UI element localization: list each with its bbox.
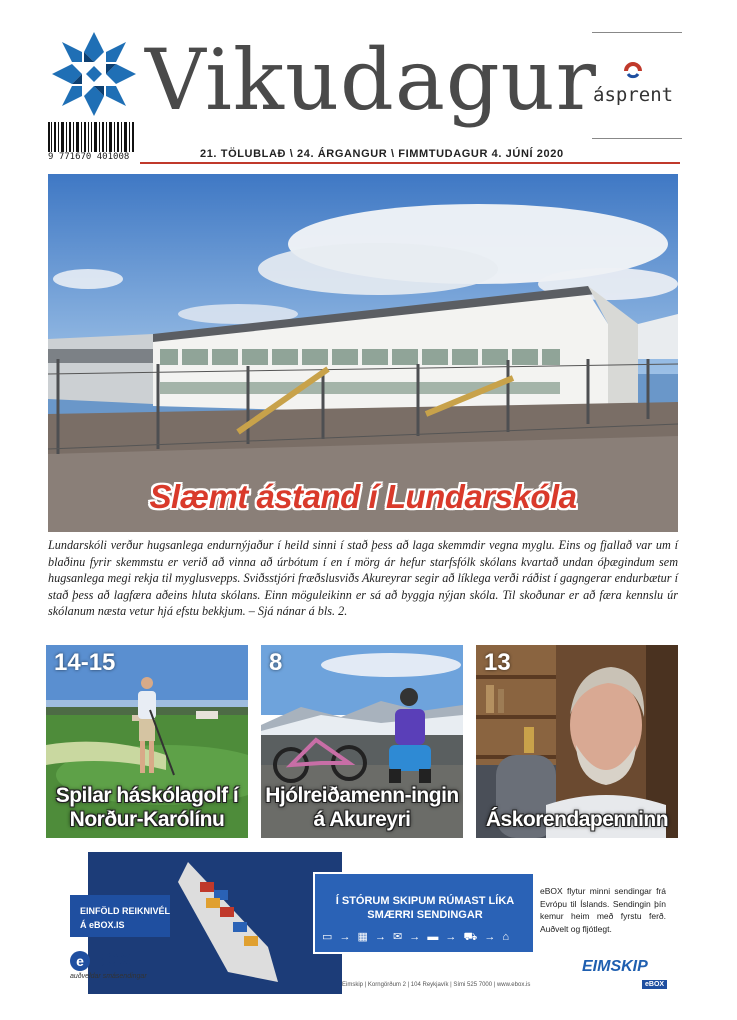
teaser-golf[interactable] xyxy=(46,645,248,838)
teaser-title[interactable]: Áskorendapenninn xyxy=(485,808,669,831)
divider xyxy=(592,32,682,33)
asprent-logo-icon xyxy=(622,60,644,82)
newspaper-title: Vikudagur xyxy=(145,31,597,129)
printer-logo-text: ásprent xyxy=(593,84,674,106)
teaser-columnist[interactable] xyxy=(476,645,678,838)
issue-line: 21. TÖLUBLAÐ \ 24. ÁRGANGUR \ FIMMTUDAGUR 4. JÚNÍ 2020 xyxy=(200,148,564,160)
star-quilt-logo-icon xyxy=(52,32,136,116)
barcode-number: 9 771670 401008 xyxy=(48,152,130,162)
ad-slogan-line-2: SMÆRRI SENDINGAR xyxy=(367,909,483,921)
teaser-page-number: 14-15 xyxy=(54,649,116,676)
ad-calculator-line-2: Á eBOX.IS xyxy=(80,920,125,930)
teaser-cycling[interactable] xyxy=(261,645,463,838)
ebox-logo[interactable] xyxy=(70,950,131,971)
ad-footer-contact: Eimskip | Korngörðum 2 | 104 Reykjavík | Sími 525 7000 | www.ebox.is xyxy=(342,982,531,988)
barcode-icon xyxy=(48,122,136,152)
teaser-page-number: 13 xyxy=(484,649,511,676)
ebox-tagline: auðveldar smásendingar xyxy=(70,973,147,980)
divider xyxy=(592,138,682,139)
front-page-headline[interactable]: Slæmt ástand í Lundarskóla xyxy=(149,478,577,515)
ad-calculator-line-1: EINFÖLD REIKNIVÉL xyxy=(80,906,171,916)
ebox-e-icon: e xyxy=(70,951,90,971)
ebox-logo-text: BOX xyxy=(92,950,132,970)
eimskip-logo[interactable]: EIMSKIP xyxy=(582,958,648,975)
lead-paragraph: Lundarskóli verður hugsanlega endurnýjaður í heild sinni í stað þess að laga skemmdir vegna myglu. Eins og fjallað var um í blaðinu fyrir skemmstu er verið að vinna að úrbótum í en í mörg ár hefur starfsfólk skólans kvartað undan óþægindum sem hugsanlega megi rekja til myglusvepps. Sviðsstjóri fræðslusviðs Akureyrar segir að líklega verði ráðist í gagngerar endurbætur í stað þess að lagfæra aðeins hluta skólans. Einn möguleikinn er sá að byggja nýjan skóla. Til skoðunar er að færa kennslu úr skólanum næsta vetur hjá efstu bekkjum. – Sjá nánar á bls. 2. xyxy=(48,538,678,619)
teaser-title[interactable]: Hjólreiðamenn-ingin á Akureyri xyxy=(265,784,459,831)
hero-photo[interactable] xyxy=(48,174,678,532)
teaser-page-number: 8 xyxy=(269,649,283,676)
ad-slogan-line-1: Í STÓRUM SKIPUM RÚMAST LÍKA xyxy=(335,895,515,907)
ad-shipping-steps-icons: ▭ → ▦ → ✉ → ▬ → ⛟ → ⌂ xyxy=(322,931,512,943)
masthead-rule xyxy=(140,162,680,164)
eimskip-ebox-badge: eBOX xyxy=(642,980,667,989)
masthead xyxy=(0,0,737,168)
ad-description: eBOX flytur minni sendingar frá Evrópu til Íslands. Sendingin þín kemur heim með fyrstu ferð. Auðvelt og fljótlegt. xyxy=(540,886,666,934)
ad-slogan xyxy=(325,894,525,922)
ad-calculator-text xyxy=(80,904,170,932)
teaser-title[interactable]: Spilar háskólagolf í Norður-Karólínu xyxy=(55,784,239,831)
